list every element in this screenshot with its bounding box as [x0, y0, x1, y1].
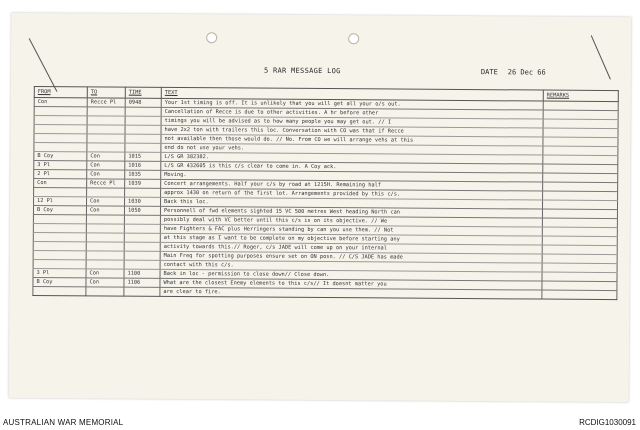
cell-from [33, 214, 86, 223]
cell-to [87, 107, 125, 116]
archive-credit: AUSTRALIAN WAR MEMORIAL [3, 418, 124, 427]
cell-text: contact with this c/s. [160, 260, 542, 272]
cell-text: possibly deal with VC better until this c/s is on its objective. // We [160, 215, 542, 227]
cell-time: 1030 [125, 197, 161, 206]
cell-to [87, 143, 125, 152]
cell-from [34, 116, 87, 125]
cell-text: L/S GR 432605 is this c/s clear to come in. A Coy ack. [161, 161, 543, 173]
cell-time: 1039 [125, 179, 161, 188]
cell-time [124, 242, 160, 251]
cell-to [87, 125, 125, 134]
cell-from: 3 Pl [34, 161, 87, 170]
column-header-to: TO [87, 87, 125, 98]
cell-to [86, 287, 124, 296]
cell-from [34, 143, 87, 152]
cell-from: Con [34, 98, 87, 107]
cell-from: 3 Pl [33, 268, 86, 277]
cell-text: Personnell of fwd elements sighted 15 VC 500 metres West heading North can [160, 206, 542, 218]
document-sheet [9, 13, 632, 402]
date-value: 26 Dec 66 [507, 68, 546, 77]
fold-mark [591, 35, 611, 79]
cell-from [34, 125, 87, 134]
cell-to [87, 188, 125, 197]
cell-time: 1106 [124, 278, 160, 287]
cell-to [87, 116, 125, 125]
cell-time [124, 224, 160, 233]
cell-to: Con [86, 269, 124, 278]
cell-text: Cancellation of Recce is due to other activities. A hr before other [161, 107, 543, 119]
cell-to [86, 224, 124, 233]
column-header-remarks: REMARKS [543, 90, 618, 102]
cell-text: Moving. [161, 170, 543, 182]
cell-text: not available then those would do. // No. From CO we will arrange vehs at this [161, 134, 543, 146]
column-header-from: FROM [34, 87, 87, 98]
cell-from [33, 259, 86, 268]
cell-text: What are the closest Enemy elements to this c/s// It doesnt matter you [160, 278, 542, 290]
cell-text: Main Freq for spotting purposes ensure set on ON posn. // C/S JADE has made [160, 251, 542, 263]
cell-to: Con [87, 152, 125, 161]
cell-from [34, 188, 87, 197]
cell-text: Back this loc. [161, 197, 543, 209]
cell-time [124, 260, 160, 269]
cell-from: B Coy [34, 152, 87, 161]
date-block [481, 68, 546, 76]
cell-from [33, 223, 86, 232]
cell-time: 1015 [125, 152, 161, 161]
cell-remarks [542, 290, 617, 300]
cell-text: L/S GR 382382. [161, 152, 543, 164]
message-log-table [32, 86, 618, 300]
column-header-text: TEXT [161, 87, 543, 101]
cell-time [125, 107, 161, 116]
cell-text: have Fighters & FAC plus Herringers standing by can you use them. // Not [160, 224, 542, 236]
cell-text: at this stage as I want to be complete on my objective before starting any [160, 233, 542, 245]
cell-from [33, 232, 86, 241]
cell-time [125, 116, 161, 125]
cell-from [33, 286, 86, 295]
cell-to [87, 134, 125, 143]
cell-from [34, 134, 87, 143]
cell-to [86, 215, 124, 224]
cell-to: Con [87, 161, 125, 170]
cell-time: 1050 [124, 206, 160, 215]
cell-to: Con [86, 278, 124, 287]
cell-to [86, 251, 124, 260]
cell-from [34, 107, 87, 116]
cell-text: Your 1st timing is off. It is unlikely that you will get all your o/s out. [161, 98, 543, 110]
cell-from: B Coy [33, 277, 86, 286]
log-title: 5 RAR MESSAGE LOG [263, 66, 341, 76]
message-log-body [33, 98, 618, 300]
cell-time [125, 143, 161, 152]
cell-time [125, 125, 161, 134]
cell-time [124, 215, 160, 224]
archive-reference: RCDIG1030091 [579, 418, 636, 427]
cell-from [33, 250, 86, 259]
cell-to [86, 242, 124, 251]
cell-time: 1100 [124, 269, 160, 278]
cell-text: activity towards this.// Roger, c/s JADE will come up on your internal [160, 242, 542, 254]
cell-to: Con [86, 206, 124, 215]
date-label: DATE [480, 68, 498, 77]
cell-from: B Coy [33, 205, 86, 214]
cell-text: Concert arrangements. Half your c/s by road at 1215H. Remaining half [161, 179, 543, 191]
cell-to [86, 260, 124, 269]
cell-text: are clear to fire. [160, 287, 542, 299]
cell-text: have 2x2 ton with trailers this loc. Conversation with CO was that if Recce [161, 125, 543, 137]
cell-from [33, 241, 86, 250]
cell-text: Back in loc - permission to close down// Close down. [160, 269, 542, 281]
cell-time [124, 233, 160, 242]
cell-from: Con [34, 179, 87, 188]
cell-text: end do not use your vehs. [161, 143, 543, 155]
cell-to [86, 233, 124, 242]
cell-time [124, 251, 160, 260]
cell-from: 12 Pl [34, 197, 87, 206]
cell-to: Recce Pl [87, 179, 125, 188]
column-header-time: TIME [125, 87, 161, 98]
cell-to: Recce Pl [87, 98, 125, 107]
cell-text: approx 1430 on return of the first lot. Arrangements provided by this c/s. [161, 188, 543, 200]
cell-time [125, 134, 161, 143]
cell-text: timings you will be advised as to how many people you may get out. // I [161, 116, 543, 128]
punch-hole [348, 33, 359, 44]
cell-time: 1035 [125, 170, 161, 179]
cell-time [125, 188, 161, 197]
cell-time [124, 287, 160, 296]
punch-hole [206, 32, 217, 43]
cell-time: 0948 [125, 98, 161, 107]
cell-to: Con [87, 170, 125, 179]
cell-from: 2 Pl [34, 170, 87, 179]
fold-mark [29, 38, 58, 92]
cell-time: 1016 [125, 161, 161, 170]
cell-to: Con [87, 197, 125, 206]
